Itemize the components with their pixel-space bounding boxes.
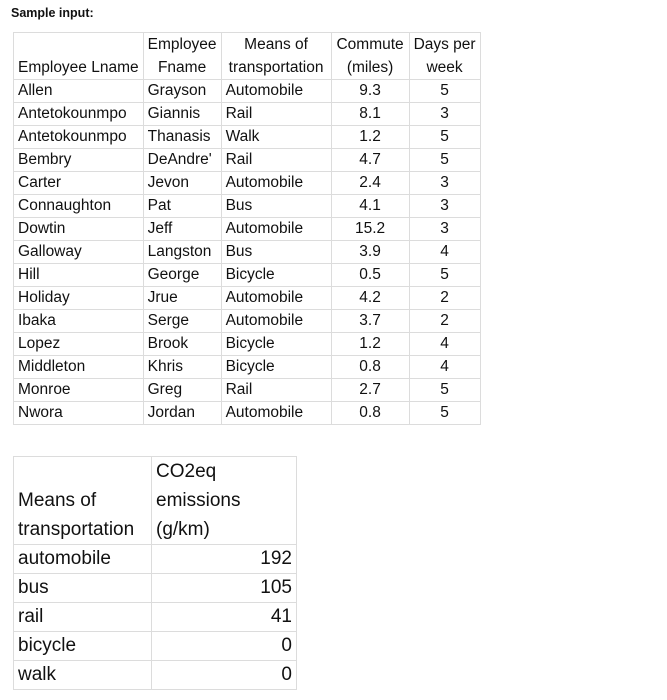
cell-days: 2 [409, 287, 480, 310]
cell-lname: Holiday [14, 287, 144, 310]
header-commute-bottom: (miles) [331, 56, 409, 80]
cell-means: Automobile [221, 402, 331, 425]
employee-row [14, 103, 481, 126]
cell-means: Bicycle [221, 264, 331, 287]
header-commute-top: Commute [331, 33, 409, 57]
cell-commute: 0.8 [331, 402, 409, 425]
emissions-header-co2-line1: CO2eq [152, 457, 297, 487]
emissions-row [14, 603, 297, 632]
employee-row [14, 241, 481, 264]
cell-days: 3 [409, 218, 480, 241]
cell-commute: 4.1 [331, 195, 409, 218]
emissions-header-means-bottom: transportation [14, 515, 152, 545]
cell-commute: 15.2 [331, 218, 409, 241]
cell-mode: walk [14, 661, 152, 690]
cell-lname: Middleton [14, 356, 144, 379]
cell-emissions-value: 41 [152, 603, 297, 632]
cell-emissions-value: 0 [152, 661, 297, 690]
cell-lname: Allen [14, 80, 144, 103]
cell-means: Automobile [221, 218, 331, 241]
cell-commute: 4.2 [331, 287, 409, 310]
emissions-header-blank [14, 457, 152, 487]
emissions-header-co2-line3: (g/km) [152, 515, 297, 545]
sample-input-heading: Sample input: [11, 6, 94, 20]
employee-row [14, 287, 481, 310]
cell-days: 4 [409, 241, 480, 264]
cell-means: Bicycle [221, 333, 331, 356]
cell-lname: Lopez [14, 333, 144, 356]
cell-fname: Jeff [143, 218, 221, 241]
cell-fname: Langston [143, 241, 221, 264]
cell-means: Rail [221, 103, 331, 126]
cell-means: Automobile [221, 172, 331, 195]
header-row-bottom [14, 56, 481, 80]
employee-row [14, 264, 481, 287]
cell-days: 5 [409, 126, 480, 149]
cell-days: 5 [409, 379, 480, 402]
employee-row [14, 218, 481, 241]
cell-means: Rail [221, 379, 331, 402]
cell-means: Bus [221, 241, 331, 264]
cell-days: 5 [409, 80, 480, 103]
cell-means: Automobile [221, 287, 331, 310]
cell-emissions-value: 0 [152, 632, 297, 661]
emissions-header-row-2 [14, 486, 297, 515]
cell-commute: 3.9 [331, 241, 409, 264]
emissions-row [14, 545, 297, 574]
cell-means: Automobile [221, 80, 331, 103]
cell-fname: Grayson [143, 80, 221, 103]
employee-row [14, 402, 481, 425]
cell-lname: Antetokounmpo [14, 103, 144, 126]
employee-row [14, 379, 481, 402]
cell-lname: Hill [14, 264, 144, 287]
cell-commute: 8.1 [331, 103, 409, 126]
cell-fname: Jevon [143, 172, 221, 195]
employee-table-body [14, 33, 481, 425]
cell-days: 3 [409, 103, 480, 126]
cell-lname: Bembry [14, 149, 144, 172]
cell-mode: rail [14, 603, 152, 632]
cell-fname: George [143, 264, 221, 287]
employee-row [14, 310, 481, 333]
header-fname-top: Employee [143, 33, 221, 57]
employee-table [13, 32, 481, 425]
employee-row [14, 80, 481, 103]
cell-fname: Jrue [143, 287, 221, 310]
header-lname: Employee Lname [14, 56, 144, 80]
cell-emissions-value: 105 [152, 574, 297, 603]
cell-fname: Jordan [143, 402, 221, 425]
cell-fname: Greg [143, 379, 221, 402]
header-means-bottom: transportation [221, 56, 331, 80]
emissions-table-body [14, 457, 297, 690]
cell-means: Bicycle [221, 356, 331, 379]
header-days-top: Days per [409, 33, 480, 57]
cell-lname: Galloway [14, 241, 144, 264]
cell-commute: 0.5 [331, 264, 409, 287]
emissions-header-means-top: Means of [14, 486, 152, 515]
cell-means: Rail [221, 149, 331, 172]
cell-fname: Pat [143, 195, 221, 218]
employee-row [14, 356, 481, 379]
cell-fname: Serge [143, 310, 221, 333]
cell-days: 4 [409, 333, 480, 356]
cell-lname: Dowtin [14, 218, 144, 241]
header-means-top: Means of [221, 33, 331, 57]
cell-days: 3 [409, 195, 480, 218]
cell-days: 4 [409, 356, 480, 379]
cell-commute: 2.7 [331, 379, 409, 402]
employee-row [14, 333, 481, 356]
cell-means: Bus [221, 195, 331, 218]
cell-commute: 1.2 [331, 333, 409, 356]
header-lname-top [14, 33, 144, 57]
cell-fname: Brook [143, 333, 221, 356]
cell-fname: Giannis [143, 103, 221, 126]
cell-mode: bus [14, 574, 152, 603]
cell-lname: Monroe [14, 379, 144, 402]
cell-days: 5 [409, 402, 480, 425]
cell-means: Walk [221, 126, 331, 149]
cell-emissions-value: 192 [152, 545, 297, 574]
cell-commute: 1.2 [331, 126, 409, 149]
cell-commute: 9.3 [331, 80, 409, 103]
employee-row [14, 126, 481, 149]
cell-days: 5 [409, 264, 480, 287]
emissions-row [14, 632, 297, 661]
cell-commute: 2.4 [331, 172, 409, 195]
cell-days: 2 [409, 310, 480, 333]
cell-means: Automobile [221, 310, 331, 333]
cell-commute: 0.8 [331, 356, 409, 379]
cell-mode: bicycle [14, 632, 152, 661]
cell-fname: DeAndre' [143, 149, 221, 172]
employee-row [14, 172, 481, 195]
header-row-top [14, 33, 481, 57]
cell-commute: 3.7 [331, 310, 409, 333]
emissions-table [13, 456, 297, 690]
cell-lname: Connaughton [14, 195, 144, 218]
emissions-header-row-3 [14, 515, 297, 545]
employee-row [14, 195, 481, 218]
cell-lname: Carter [14, 172, 144, 195]
cell-days: 5 [409, 149, 480, 172]
emissions-row [14, 661, 297, 690]
emissions-header-co2-line2: emissions [152, 486, 297, 515]
cell-lname: Antetokounmpo [14, 126, 144, 149]
employee-row [14, 149, 481, 172]
cell-mode: automobile [14, 545, 152, 574]
cell-lname: Nwora [14, 402, 144, 425]
emissions-header-row-1 [14, 457, 297, 487]
cell-commute: 4.7 [331, 149, 409, 172]
header-days-bottom: week [409, 56, 480, 80]
cell-fname: Khris [143, 356, 221, 379]
cell-fname: Thanasis [143, 126, 221, 149]
emissions-row [14, 574, 297, 603]
header-fname-bottom: Fname [143, 56, 221, 80]
cell-lname: Ibaka [14, 310, 144, 333]
cell-days: 3 [409, 172, 480, 195]
